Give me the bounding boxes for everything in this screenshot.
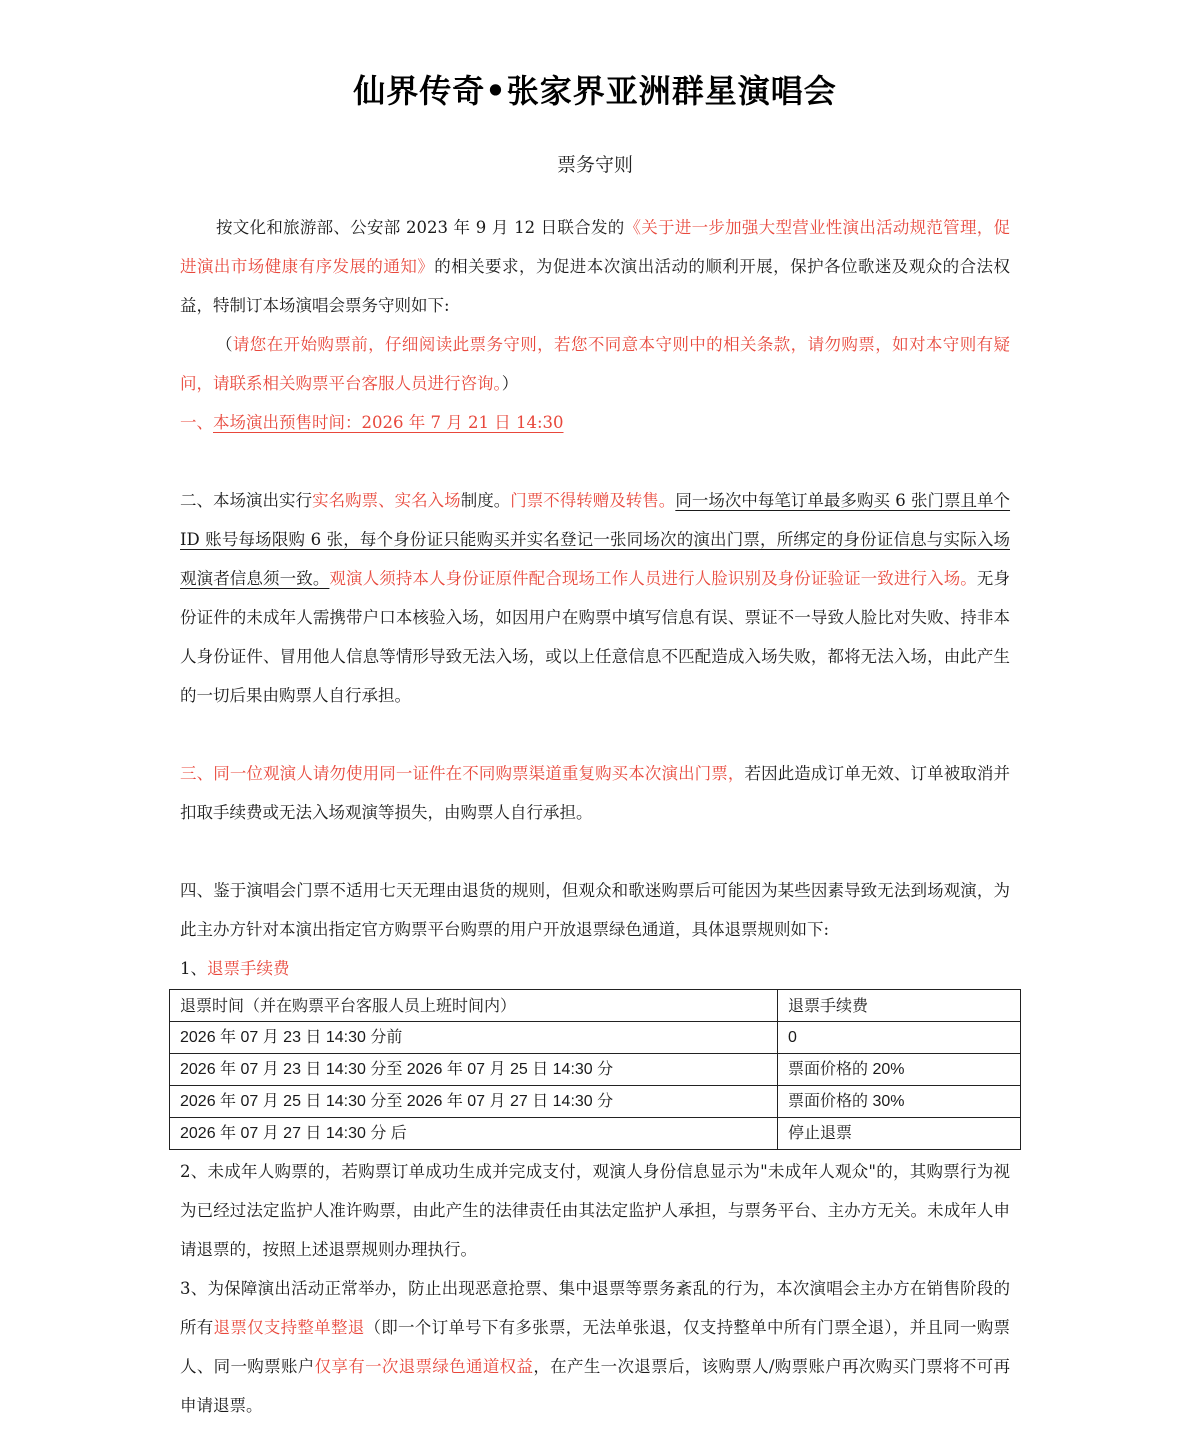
table-cell-time: 2026 年 07 月 25 日 14:30 分至 2026 年 07 月 27 日 14:30 分 (170, 1086, 778, 1118)
notice-text: 请您在开始购票前，仔细阅读此票务守则，若您不同意本守则中的相关条款，请勿购票，如对本守则有疑问，请联系相关购票平台客服人员进行咨询。 (180, 335, 1011, 393)
section-3-text-3: 若因此造成订单无效、订单被取消并扣取手续费或无法入场观演等损失，由购票人自行承担。 (180, 764, 1011, 822)
notice-close-paren: ） (501, 374, 519, 393)
item-3-text-3: （即一个订单号下有多张票，无法单张退，仅支持整单中所有门票全退），并且同一购票人、同一购票账户 (180, 1318, 1011, 1376)
intro-paragraph (180, 208, 1010, 325)
document-title: 仙界传奇•张家界亚洲群星演唱会 (353, 72, 837, 110)
intro-text-3: 的相关要求，为促进本次演出活动的顺利开展，保护各位歌迷及观众的合法权益，特制订本场演唱会票务守则如下: (180, 257, 1011, 315)
table-row (170, 1054, 1021, 1086)
table-row (170, 1118, 1021, 1150)
table-cell-time: 2026 年 07 月 23 日 14:30 分至 2026 年 07 月 25 日 14:30 分 (170, 1054, 778, 1086)
table-header-cell: 退票时间（并在购票平台客服人员上班时间内） (170, 990, 778, 1022)
document-subtitle: 票务守则 (556, 154, 633, 176)
refund-fee-heading (180, 949, 1010, 988)
item-2-minor-purchase: 2、未成年人购票的，若购票订单成功生成并完成支付，观演人身份信息显示为"未成年人观众"的，其购票行为视为已经过法定监护人准许购票，由此产生的法律责任由其法定监护人承担，与票务平台、主办方无关。未成年人申请退票的，按照上述退票规则办理执行。 (180, 1162, 1010, 1259)
notice-open-paren: （ (216, 335, 233, 354)
section-3-number: 三、 (180, 764, 214, 783)
table-cell-time: 2026 年 07 月 27 日 14:30 分 后 (170, 1118, 778, 1150)
section-1 (180, 403, 1010, 442)
table-cell-fee: 停止退票 (778, 1118, 1021, 1150)
refund-fee-table (169, 989, 1021, 1150)
notice-paragraph (180, 325, 1010, 403)
section-1-number: 一、 (180, 413, 213, 432)
intro-notice-reference: 《关于进一步加强大型营业性演出活动规范管理，促进演出市场健康有序发展的通知》 (180, 218, 1010, 276)
no-transfer-policy: 门票不得转赠及转售。 (510, 491, 676, 510)
id-verification-text: 观演人须持本人身份证原件配合现场工作人员进行人脸识别及身份证验证一致进行入场。 (329, 569, 977, 588)
table-header-row (170, 990, 1021, 1022)
table-cell-time: 2026 年 07 月 23 日 14:30 分前 (170, 1022, 778, 1054)
table-cell-fee: 票面价格的 20% (778, 1054, 1021, 1086)
section-2 (180, 481, 1010, 715)
table-cell-fee: 0 (778, 1022, 1021, 1054)
refund-fee-title: 退票手续费 (207, 959, 290, 978)
section-2-text-3: 制度。 (460, 491, 511, 510)
section-2-text-7: 无身份证件的未成年人需携带户口本核验入场，如因用户在购票中填写信息有误、票证不一导致人脸比对失败、持非本人身份证件、冒用他人信息等情形导致无法入场，或以上任意信息不匹配造成入场失败，都将无法入场，由此产生的一切后果由购票人自行承担。 (180, 569, 1011, 705)
table-cell-fee: 票面价格的 30% (778, 1086, 1021, 1118)
single-refund-right: 仅享有一次退票绿色通道权益 (314, 1357, 534, 1376)
item-3-text-1: 3、为保障演出活动正常举办，防止出现恶意抢票、集中退票等票务紊乱的行为，本次演唱会主办方在销售阶段的所有 (180, 1279, 1010, 1337)
duplicate-purchase-warning: 同一位观演人请勿使用同一证件在不同购票渠道重复购买本次演出门票， (213, 764, 745, 783)
spacer (180, 442, 1010, 481)
table-row (170, 1022, 1021, 1054)
whole-order-refund-rule: 退票仅支持整单整退 (213, 1318, 365, 1337)
spacer (180, 832, 1010, 871)
table-row (170, 1086, 1021, 1118)
purchase-limit-text: 同一场次中每笔订单最多购买 6 张门票且单个 ID 账号每场限购 6 张，每个身份证只能购买并实名登记一张同场次的演出门票，所绑定的身份证信息与实际入场观演者信息须一致。 (180, 491, 1011, 588)
item-3-text-5: ，在产生一次退票后，该购票人/购票账户再次购买门票将不可再申请退票。 (180, 1357, 1011, 1415)
section-2-text-1: 二、本场演出实行 (180, 491, 313, 510)
section-4: 四、鉴于演唱会门票不适用七天无理由退货的规则，但观众和歌迷购票后可能因为某些因素导致无法到场观演，为此主办方针对本演出指定官方购票平台购票的用户开放退票绿色通道，具体退票规则如下: (180, 881, 1010, 939)
table-header-cell: 退票手续费 (778, 990, 1021, 1022)
refund-fee-number: 1、 (180, 959, 207, 978)
item-3-refund-policy (180, 1269, 1010, 1425)
real-name-policy: 实名购票、实名入场 (312, 491, 461, 510)
intro-text-1: 按文化和旅游部、公安部 2023 年 9 月 12 日联合发的 (216, 218, 625, 237)
presale-time: 本场演出预售时间：2026 年 7 月 21 日 14:30 (213, 413, 564, 432)
document-body (180, 208, 1010, 1425)
spacer (180, 715, 1010, 754)
section-3 (180, 754, 1010, 832)
